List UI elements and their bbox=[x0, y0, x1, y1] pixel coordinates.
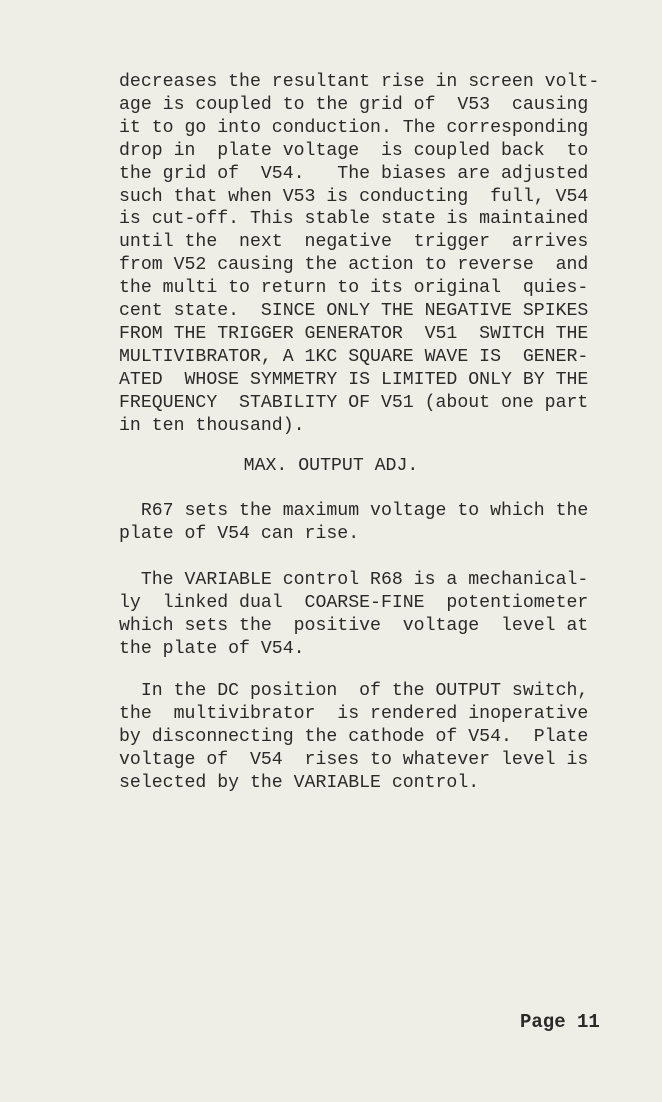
body-paragraph-dc-position: In the DC position of the OUTPUT switch, the multivibrator is rendered inoperative by disconnecting the cathode of V54. Plate voltage of V54 rises to whatever level is selected by the VARIABLE control. bbox=[119, 681, 589, 793]
page-number: Page 11 bbox=[520, 1011, 600, 1033]
body-paragraph-r67: R67 sets the maximum voltage to which the plate of V54 can rise. bbox=[119, 501, 589, 544]
section-heading: MAX. OUTPUT ADJ. bbox=[243, 456, 419, 476]
body-paragraph-variable-control: The VARIABLE control R68 is a mechanical- ly linked dual COARSE-FINE potentiometer which sets the positive voltage level at the plate of V54. bbox=[119, 570, 589, 659]
body-paragraph-multivibrator: decreases the resultant rise in screen volt- age is coupled to the grid of V53 causing it to go into conduction. The corresponding drop in plate voltage is coupled back to the grid of V54. The biases are adjusted such that when V53 is conducting full, V54 is cut-off. This stable state is maintained until the next negative trigger arrives from V52 causing the action to reverse and the multi to return to its original quies- cent state. SINCE ONLY THE NEGATIVE SPIKES FROM THE TRIGGER GENERATOR V51 SWITCH THE MULTIVIBRATOR, A 1KC SQUARE WAVE IS GENER- ATED WHOSE SYMMETRY IS LIMITED ONLY BY THE FREQUENCY STABILITY OF V51 (about one part in ten thousand). bbox=[119, 72, 600, 436]
